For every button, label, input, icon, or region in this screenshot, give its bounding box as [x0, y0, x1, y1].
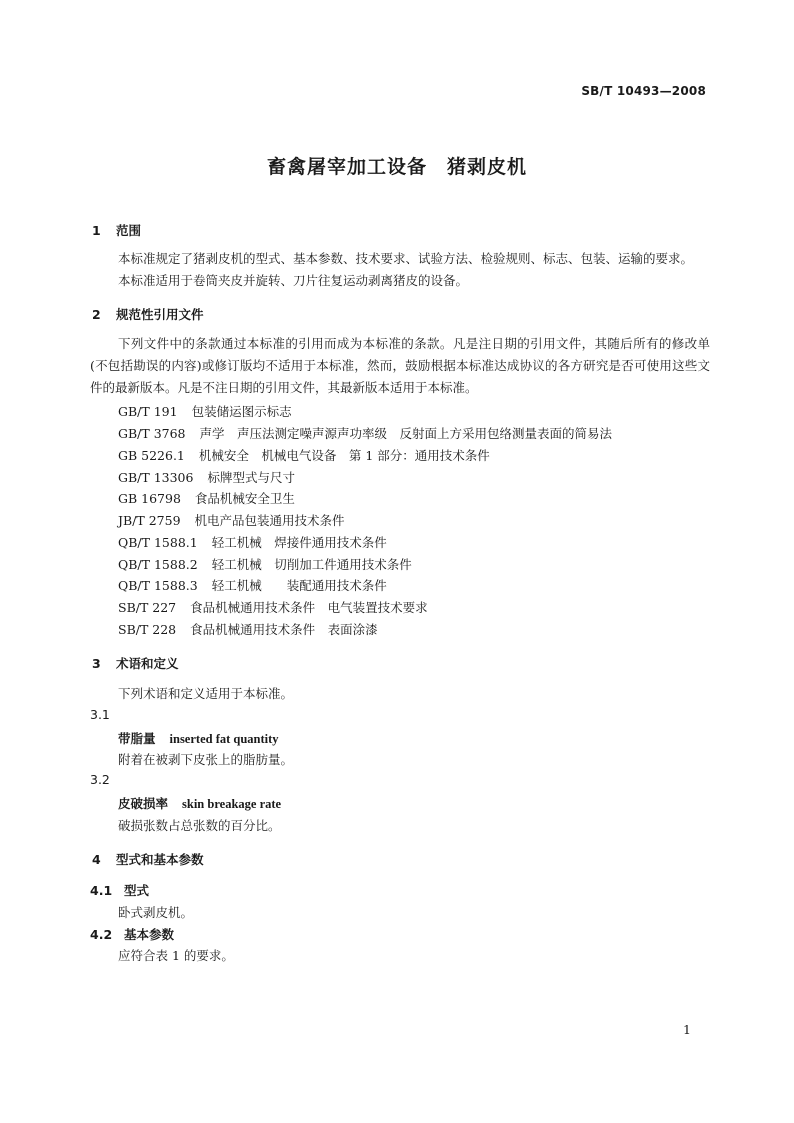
section-title: 型式和基本参数: [116, 852, 204, 867]
section-title: 范围: [116, 223, 142, 238]
document-title: 畜禽屠宰加工设备 猪剥皮机: [266, 156, 527, 178]
section-title: 术语和定义: [116, 656, 179, 671]
section-title: 规范性引用文件: [116, 307, 204, 322]
term-en: inserted fat quantity: [169, 732, 279, 746]
page-number: 1: [683, 1022, 691, 1037]
term-definition: 附着在被剥下皮张上的脂肪量。: [118, 752, 294, 767]
reference-item: [118, 598, 428, 616]
term-definition: 破损张数占总张数的百分比。: [118, 818, 281, 833]
term-number: 3.2: [90, 772, 110, 787]
section-2-heading: [92, 305, 204, 323]
section-number: 3: [92, 656, 101, 671]
reference-title: 声学 声压法测定噪声源声功率级 反射面上方采用包络测量表面的简易法: [199, 426, 613, 441]
standard-code: SB/T 10493—2008: [581, 84, 706, 98]
subsection-title: 型式: [124, 883, 150, 898]
reference-code: GB/T 3768: [118, 426, 186, 441]
reference-code: JB/T 2759: [118, 513, 181, 528]
term-heading: [118, 794, 281, 812]
section-number: 2: [92, 307, 101, 322]
reference-code: GB 16798: [118, 491, 181, 506]
term-zh: 带脂量: [118, 731, 156, 746]
section-3-heading: [92, 654, 179, 672]
reference-title: 轻工机械 装配通用技术条件: [211, 578, 387, 593]
reference-title: 标牌型式与尺寸: [207, 470, 295, 485]
reference-title: 食品机械通用技术条件 表面涂漆: [190, 622, 378, 637]
section-1-heading: [92, 221, 141, 239]
section-4-heading: [92, 850, 204, 868]
reference-item: [118, 576, 387, 594]
reference-item: [118, 446, 490, 464]
term-number: 3.1: [90, 707, 110, 722]
scope-paragraph-2: 本标准适用于卷筒夹皮并旋转、刀片往复运动剥离猪皮的设备。: [118, 273, 469, 288]
reference-title: 机械安全 机械电气设备 第 1 部分：通用技术条件: [198, 448, 490, 463]
reference-code: SB/T 227: [118, 600, 177, 615]
scope-paragraph-1: 本标准规定了猪剥皮机的型式、基本参数、技术要求、试验方法、检验规则、标志、包装、运输的要求。: [118, 251, 694, 266]
subsection-number: 4.1: [90, 883, 113, 898]
reference-item: [118, 402, 292, 420]
term-heading: [118, 729, 279, 747]
subsection-4-2-heading: [90, 925, 174, 943]
reference-title: 包装储运图示标志: [191, 404, 292, 419]
subsection-text: 卧式剥皮机。: [118, 905, 194, 920]
subsection-text: 应符合表 1 的要求。: [118, 948, 234, 963]
section-number: 4: [92, 852, 101, 867]
terms-intro: 下列术语和定义适用于本标准。: [118, 686, 294, 701]
subsection-title: 基本参数: [124, 927, 175, 942]
reference-code: QB/T 1588.1: [118, 535, 198, 550]
reference-title: 食品机械通用技术条件 电气装置技术要求: [190, 600, 428, 615]
section-number: 1: [92, 223, 101, 238]
reference-title: 轻工机械 切削加工件通用技术条件: [211, 557, 412, 572]
term-zh: 皮破损率: [118, 796, 169, 811]
subsection-number: 4.2: [90, 927, 113, 942]
reference-code: GB 5226.1: [118, 448, 185, 463]
reference-item: [118, 533, 387, 551]
reference-item: [118, 424, 612, 442]
reference-code: QB/T 1588.3: [118, 578, 198, 593]
reference-item: [118, 489, 295, 507]
reference-code: SB/T 228: [118, 622, 177, 637]
reference-title: 机电产品包装通用技术条件: [194, 513, 345, 528]
reference-item: [118, 511, 345, 529]
subsection-4-1-heading: [90, 881, 149, 899]
reference-title: 轻工机械 焊接件通用技术条件: [211, 535, 387, 550]
reference-code: QB/T 1588.2: [118, 557, 198, 572]
normative-references-intro: 下列文件中的条款通过本标准的引用而成为本标准的条款。凡是注日期的引用文件，其随后所有的修改单(不包括勘误的内容)或修订版均不适用于本标准，然而，鼓励根据本标准达成协议的各方研究是否可使用这些文件的最新版本。凡是不注日期的引用文件，其最新版本适用于本标准。: [90, 336, 710, 395]
reference-code: GB/T 13306: [118, 470, 194, 485]
reference-item: [118, 620, 378, 638]
reference-code: GB/T 191: [118, 404, 178, 419]
reference-item: [118, 468, 295, 486]
term-en: skin breakage rate: [182, 797, 282, 811]
reference-title: 食品机械安全卫生: [194, 491, 295, 506]
reference-item: [118, 555, 412, 573]
